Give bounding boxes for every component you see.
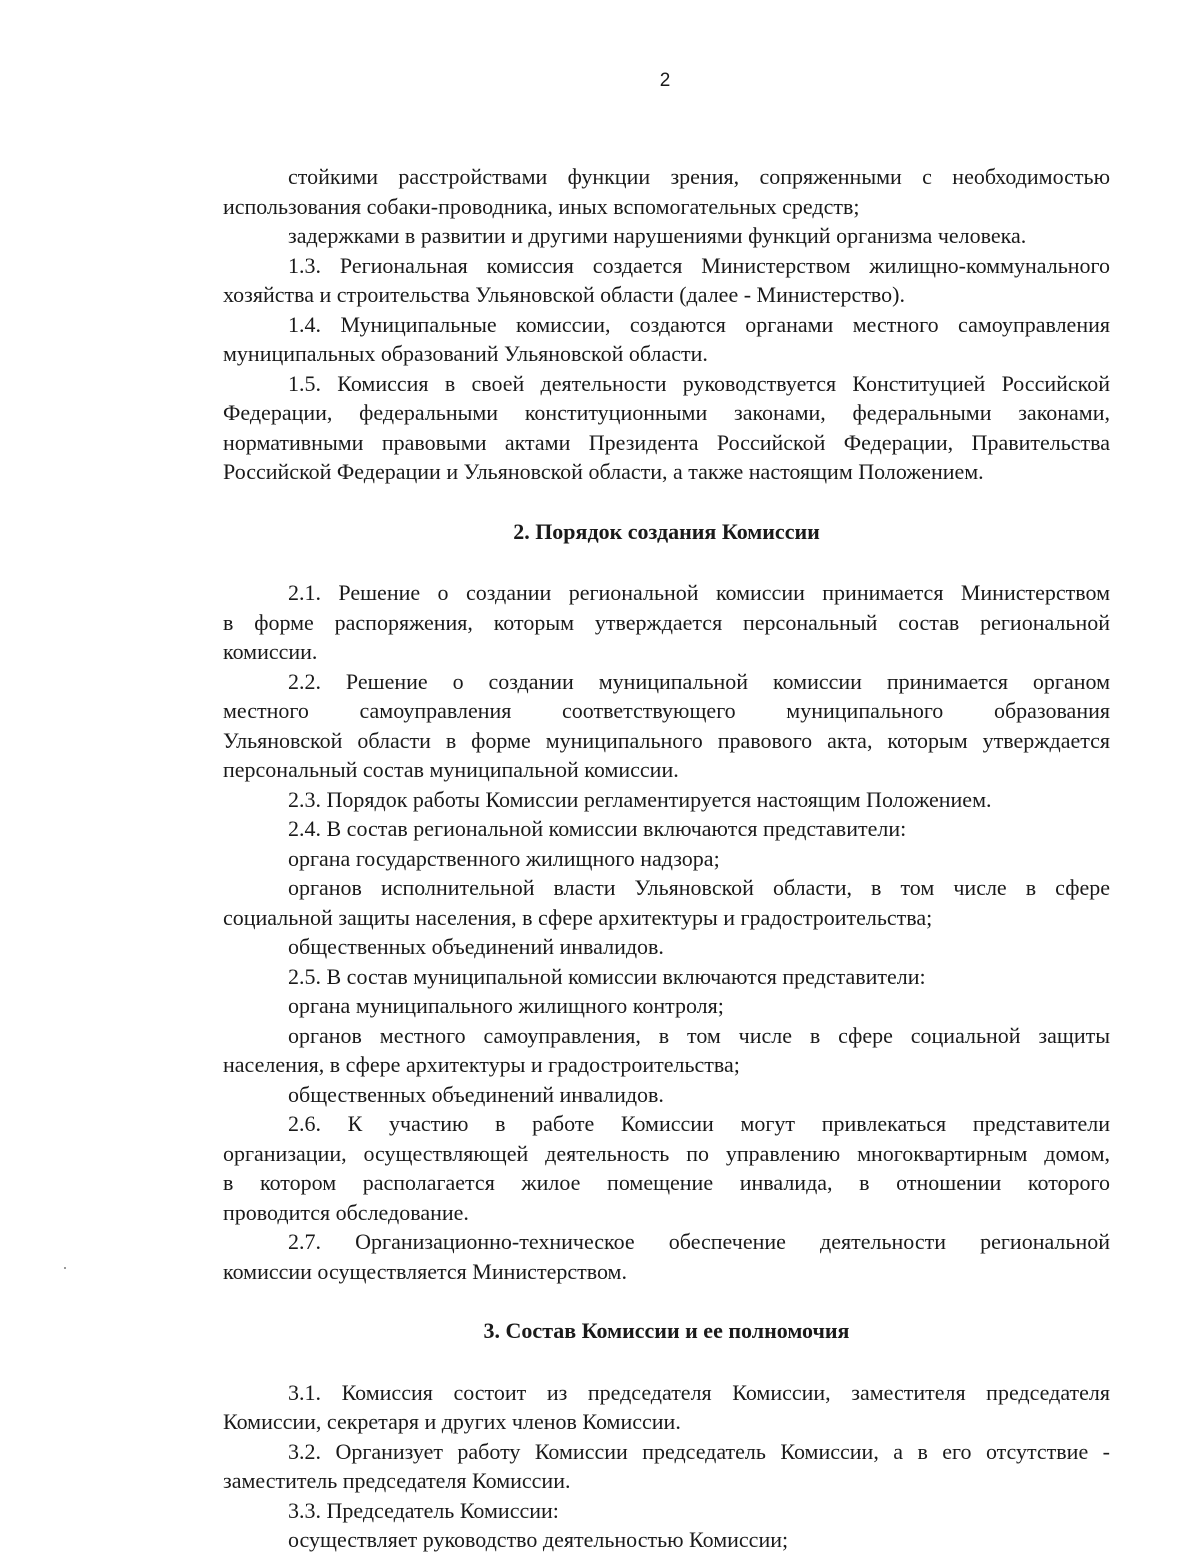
- clause-2-3: 2.3. Порядок работы Комиссии регламентируется настоящим Положением.: [288, 786, 992, 812]
- clause-2-7-line1: 2.7. Организационно-техническое обеспечение деятельности региональной: [288, 1229, 1110, 1254]
- clause-1-5-line4: Российской Федерации и Ульяновской области, а также настоящим Положением.: [223, 459, 984, 484]
- clause-1-4-line2: муниципальных образований Ульяновской области.: [223, 341, 708, 366]
- clause-2-6-line2: организации, осуществляющей деятельность по управлению многоквартирным домом,: [223, 1140, 1110, 1166]
- clause-1-4-line1: 1.4. Муниципальные комиссии, создаются органами местного самоуправления: [288, 311, 1110, 337]
- section-3-heading: 3. Состав Комиссии и ее полномочия: [483, 1318, 850, 1343]
- clause-3-3-item-1: осуществляет руководство деятельностью Комиссии;: [288, 1527, 789, 1552]
- clause-3-2-line1: 3.2. Организует работу Комиссии председатель Комиссии, а в его отсутствие -: [288, 1438, 1110, 1464]
- clause-1-5-line3: нормативными правовыми актами Президента Российской Федерации, Правительства: [223, 429, 1110, 455]
- clause-2-4-item-2-line2: социальной защиты населения, в сфере архитектуры и градостроительства;: [223, 904, 933, 930]
- page-number: 2: [659, 70, 671, 91]
- clause-2-5-item-2-line1: органов местного самоуправления, в том числе в сфере социальной защиты: [288, 1022, 1110, 1048]
- clause-2-5-item-3: общественных объединений инвалидов.: [288, 1081, 664, 1107]
- clause-2-2-line2: местного самоуправления соответствующего муниципального образования: [223, 698, 1110, 723]
- clause-2-7-line2: комиссии осуществляется Министерством.: [223, 1258, 627, 1284]
- clause-2-2-line4: персональный состав муниципальной комиссии.: [223, 757, 679, 782]
- intro-p1-line2: использования собаки-проводника, иных вспомогательных средств;: [223, 193, 860, 219]
- clause-2-4-item-2-line1: органов исполнительной власти Ульяновской области, в том числе в сфере: [288, 875, 1110, 900]
- clause-2-6-line4: проводится обследование.: [223, 1199, 469, 1225]
- clause-2-5: 2.5. В состав муниципальной комиссии включаются представители:: [288, 963, 926, 989]
- clause-2-2-line3: Ульяновской области в форме муниципального правового акта, которым утверждается: [223, 727, 1110, 753]
- clause-2-5-item-2-line2: населения, в сфере архитектуры и градостроительства;: [223, 1052, 740, 1077]
- clause-1-3-line1: 1.3. Региональная комиссия создается Министерством жилищно-коммунального: [288, 252, 1110, 278]
- clause-2-2-line1: 2.2. Решение о создании муниципальной комиссии принимается органом: [288, 668, 1110, 694]
- intro-p2: задержками в развитии и другими нарушениями функций организма человека.: [288, 223, 1027, 248]
- clause-2-1-line1: 2.1. Решение о создании региональной комиссии принимается Министерством: [288, 580, 1110, 605]
- clause-2-5-item-1: органа муниципального жилищного контроля;: [288, 993, 724, 1018]
- intro-p1-line1: стойкими расстройствами функции зрения, сопряженными с необходимостью: [288, 164, 1110, 189]
- clause-3-1-line1: 3.1. Комиссия состоит из председателя Комиссии, заместителя председателя: [288, 1379, 1110, 1405]
- clause-2-6-line1: 2.6. К участию в работе Комиссии могут привлекаться представители: [288, 1111, 1110, 1136]
- clause-1-5-line2: Федерации, федеральными конституционными законами, федеральными законами,: [223, 400, 1110, 425]
- clause-1-3-line2: хозяйства и строительства Ульяновской области (далее - Министерство).: [223, 282, 905, 307]
- clause-2-1-line2: в форме распоряжения, которым утверждается персональный состав региональной: [223, 609, 1110, 635]
- clause-3-3: 3.3. Председатель Комиссии:: [288, 1497, 559, 1523]
- clause-3-2-line2: заместитель председателя Комиссии.: [223, 1468, 571, 1493]
- clause-1-5-line1: 1.5. Комиссия в своей деятельности руководствуется Конституцией Российской: [288, 370, 1110, 396]
- scan-artifact-dot: [64, 1267, 66, 1269]
- clause-2-6-line3: в котором располагается жилое помещение инвалида, в отношении которого: [223, 1170, 1110, 1195]
- clause-2-1-line3: комиссии.: [223, 639, 318, 664]
- clause-2-4: 2.4. В состав региональной комиссии включаются представители:: [288, 816, 907, 841]
- section-2-heading: 2. Порядок создания Комиссии: [513, 518, 820, 544]
- document-body: [223, 162, 1110, 1555]
- clause-2-4-item-3: общественных объединений инвалидов.: [288, 934, 664, 959]
- clause-3-1-line2: Комиссии, секретаря и других членов Комиссии.: [223, 1409, 681, 1434]
- clause-2-4-item-1: органа государственного жилищного надзора;: [288, 845, 720, 871]
